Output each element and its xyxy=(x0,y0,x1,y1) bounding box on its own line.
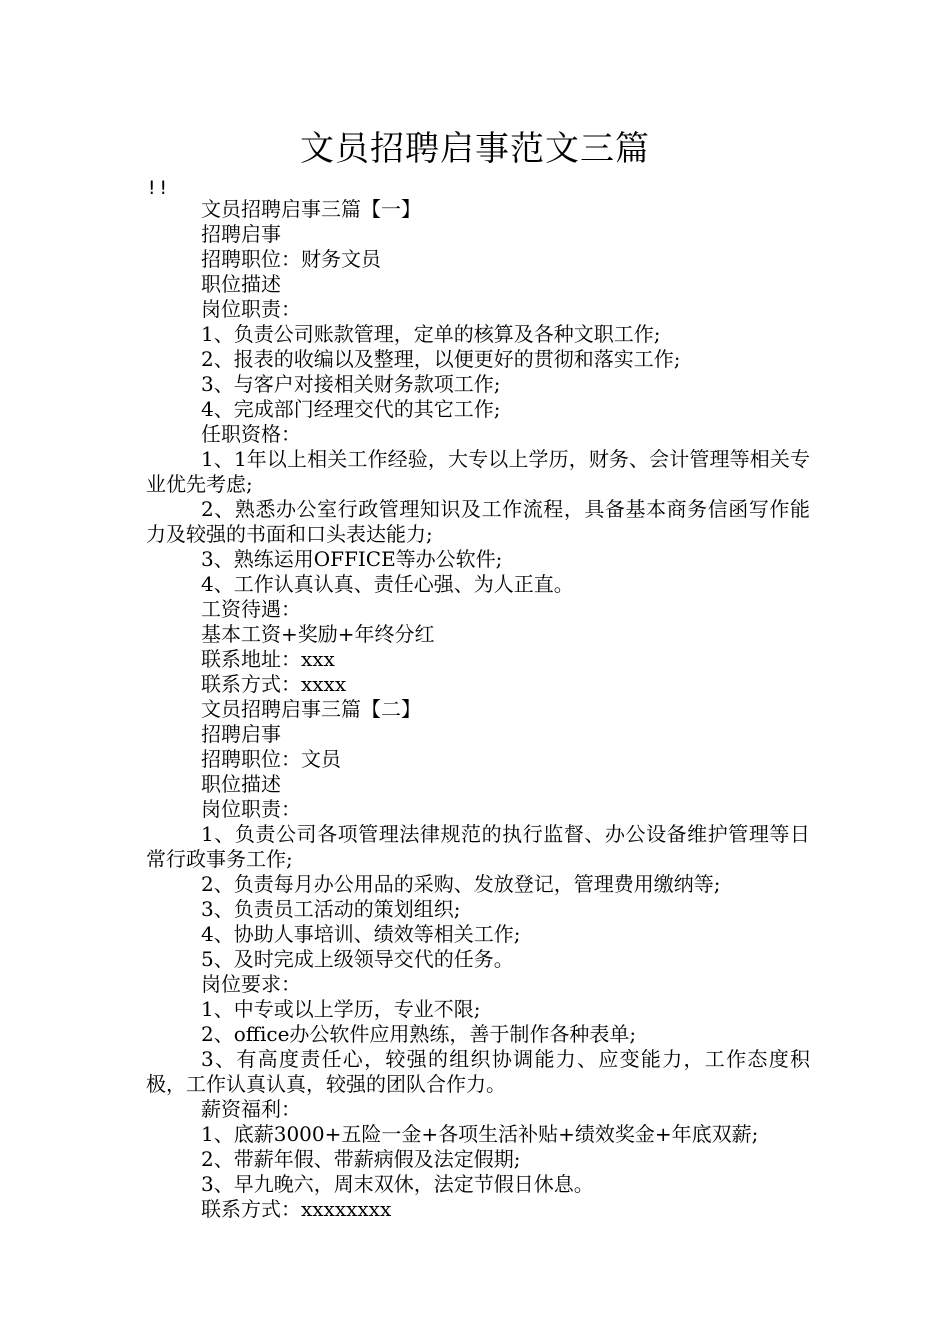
body-line: 工资待遇： xyxy=(201,597,301,621)
body-line: 2、报表的收编以及整理，以便更好的贯彻和落实工作; xyxy=(201,347,681,371)
body-line: 文员招聘启事三篇【一】 xyxy=(201,197,421,221)
body-line: 3、早九晚六，周末双休，法定节假日休息。 xyxy=(201,1172,594,1196)
body-line: 招聘职位：财务文员 xyxy=(201,247,381,271)
body-line: 薪资福利： xyxy=(201,1097,301,1121)
body-line: 2、office办公软件应用熟练，善于制作各种表单; xyxy=(201,1022,637,1046)
body-line: 招聘启事 xyxy=(201,722,281,746)
body-line: 联系地址：xxx xyxy=(201,647,335,671)
body-line: 岗位职责： xyxy=(201,297,301,321)
body-line: 3、熟练运用OFFICE等办公软件; xyxy=(201,547,503,571)
body-line: 2、负责每月办公用品的采购、发放登记，管理费用缴纳等; xyxy=(201,872,721,896)
body-line: 联系方式：xxxx xyxy=(201,672,347,696)
body-paragraph: 2、熟悉办公室行政管理知识及工作流程，具备基本商务信函写作能力及较强的书面和口头表达能力; xyxy=(146,497,810,546)
body-line: 1、负责公司账款管理，定单的核算及各种文职工作; xyxy=(201,322,661,346)
body-line: 岗位职责： xyxy=(201,797,301,821)
body-line: 4、完成部门经理交代的其它工作; xyxy=(201,397,501,421)
body-line: 4、工作认真认真、责任心强、为人正直。 xyxy=(201,572,574,596)
body-line: 岗位要求： xyxy=(201,972,301,996)
body-line: 1、底薪3000+五险一金+各项生活补贴+绩效奖金+年底双薪; xyxy=(201,1122,759,1146)
body-line: 4、协助人事培训、绩效等相关工作; xyxy=(201,922,521,946)
body-line: 2、带薪年假、带薪病假及法定假期; xyxy=(201,1147,521,1171)
body-line: 联系方式：xxxxxxxx xyxy=(201,1197,392,1221)
document-body xyxy=(146,197,810,1222)
body-paragraph: 3、有高度责任心，较强的组织协调能力、应变能力，工作态度积极，工作认真认真，较强的团队合作力。 xyxy=(146,1047,810,1096)
body-paragraph: 1、负责公司各项管理法律规范的执行监督、办公设备维护管理等日常行政事务工作; xyxy=(146,822,810,871)
body-line: 招聘启事 xyxy=(201,222,281,246)
body-line: 文员招聘启事三篇【二】 xyxy=(201,697,421,721)
body-line: 职位描述 xyxy=(201,272,281,296)
body-paragraph: 1、1年以上相关工作经验，大专以上学历，财务、会计管理等相关专业优先考虑; xyxy=(146,447,810,496)
body-line: 职位描述 xyxy=(201,772,281,796)
body-line: 基本工资+奖励+年终分红 xyxy=(201,622,435,646)
body-line: 任职资格： xyxy=(201,422,301,446)
body-line: 3、负责员工活动的策划组织; xyxy=(201,897,461,921)
body-line: 3、与客户对接相关财务款项工作; xyxy=(201,372,501,396)
body-line: 5、及时完成上级领导交代的任务。 xyxy=(201,947,514,971)
document-marker: !! xyxy=(146,177,169,199)
body-line: 招聘职位：文员 xyxy=(201,747,341,771)
document-title: 文员招聘启事范文三篇 xyxy=(300,129,650,169)
body-line: 1、中专或以上学历，专业不限; xyxy=(201,997,481,1021)
